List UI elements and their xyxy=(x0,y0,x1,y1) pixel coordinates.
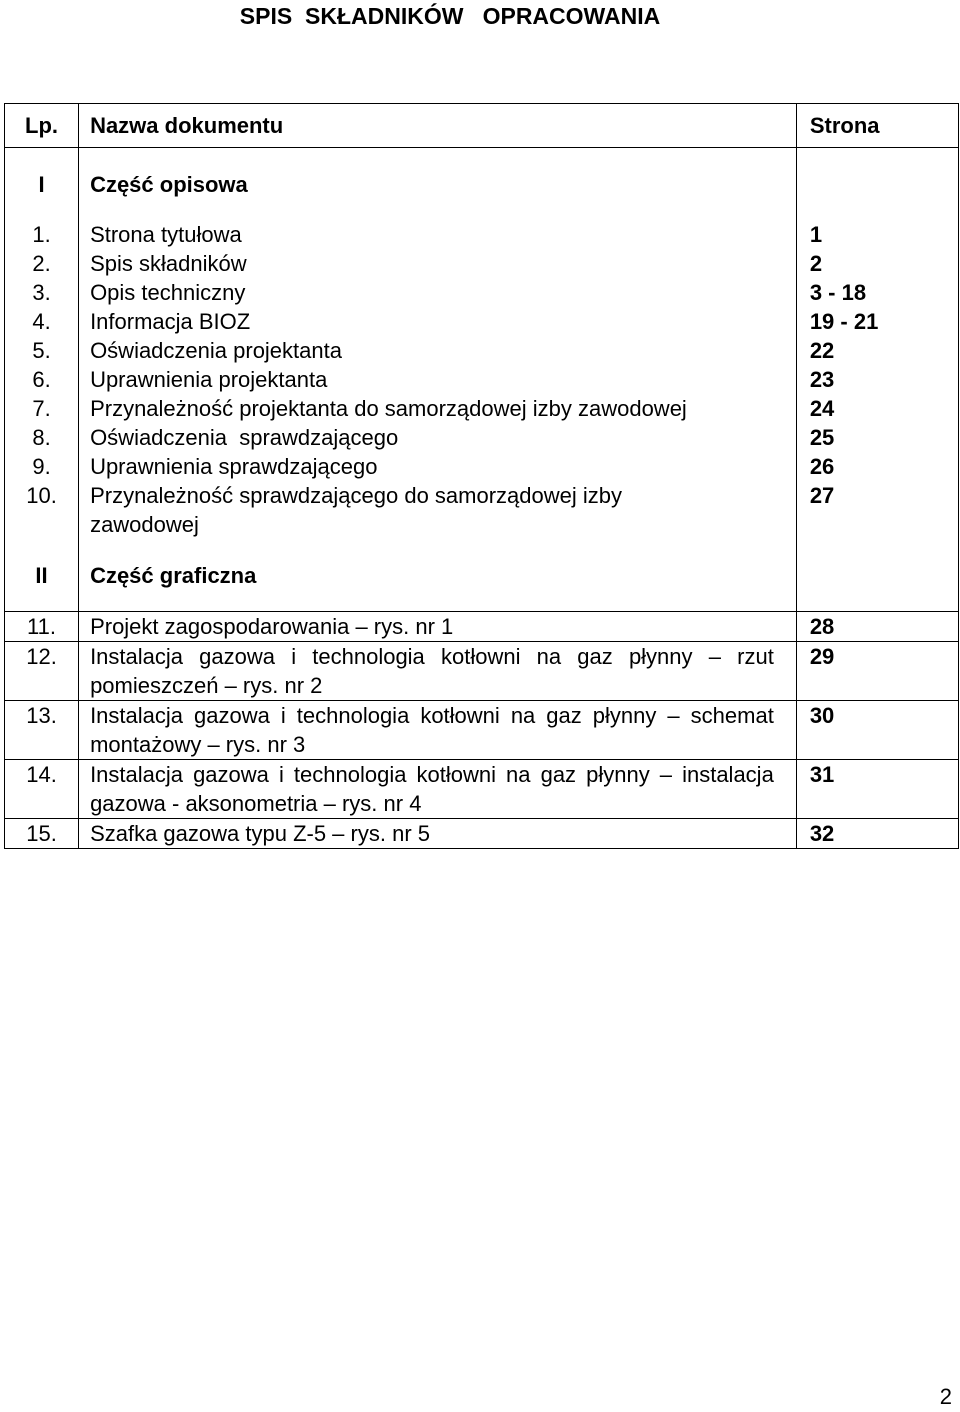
row-lp: 10. xyxy=(5,481,79,539)
header-name: Nazwa dokumentu xyxy=(79,104,797,148)
contents-table xyxy=(4,103,959,849)
row-page: 32 xyxy=(796,819,958,849)
row-page: 27 xyxy=(796,481,958,539)
row-lp: 13. xyxy=(5,701,79,760)
row-page: 31 xyxy=(796,760,958,819)
row-name: Spis składników xyxy=(79,249,797,278)
row-name: Oświadczenia sprawdzającego xyxy=(79,423,797,452)
section-page xyxy=(796,148,958,221)
row-page: 26 xyxy=(796,452,958,481)
document-title: SPIS SKŁADNIKÓW OPRACOWANIA xyxy=(239,3,661,29)
table-row xyxy=(5,760,959,819)
row-name: Instalacja gazowa i technologia kotłowni na gaz płynny – schemat montażowy – rys. nr 3 xyxy=(79,701,797,760)
row-page: 28 xyxy=(796,612,958,642)
row-page: 1 xyxy=(796,220,958,249)
row-page: 3 - 18 xyxy=(796,278,958,307)
row-name: Projekt zagospodarowania – rys. nr 1 xyxy=(79,612,797,642)
page-number: 2 xyxy=(939,1384,952,1409)
row-lp: 7. xyxy=(5,394,79,423)
table-row xyxy=(5,278,959,307)
row-lp: 8. xyxy=(5,423,79,452)
table-row xyxy=(5,394,959,423)
row-name: Szafka gazowa typu Z-5 – rys. nr 5 xyxy=(79,819,797,849)
table-row xyxy=(5,220,959,249)
table-header-row xyxy=(5,104,959,148)
row-name: Przynależność sprawdzającego do samorządowej izby zawodowej xyxy=(79,481,797,539)
row-lp: 5. xyxy=(5,336,79,365)
table-row xyxy=(5,249,959,278)
row-name: Opis techniczny xyxy=(79,278,797,307)
row-name: Instalacja gazowa i technologia kotłowni na gaz płynny – instalacja gazowa - aksonometria – rys. nr 4 xyxy=(79,760,797,819)
row-lp: 14. xyxy=(5,760,79,819)
section-lp: II xyxy=(5,539,79,612)
table-row xyxy=(5,481,959,539)
row-name: Przynależność projektanta do samorządowej izby zawodowej xyxy=(79,394,797,423)
row-lp: 11. xyxy=(5,612,79,642)
row-page: 19 - 21 xyxy=(796,307,958,336)
row-lp: 3. xyxy=(5,278,79,307)
row-lp: 12. xyxy=(5,642,79,701)
row-lp: 9. xyxy=(5,452,79,481)
table-row xyxy=(5,452,959,481)
row-page: 24 xyxy=(796,394,958,423)
table-row xyxy=(5,336,959,365)
table-row xyxy=(5,307,959,336)
header-lp: Lp. xyxy=(5,104,79,148)
table-row xyxy=(5,423,959,452)
section-lp: I xyxy=(5,148,79,221)
row-name: Strona tytułowa xyxy=(79,220,797,249)
row-page: 29 xyxy=(796,642,958,701)
row-page: 23 xyxy=(796,365,958,394)
table-row xyxy=(5,819,959,849)
row-lp: 6. xyxy=(5,365,79,394)
row-name: Oświadczenia projektanta xyxy=(79,336,797,365)
row-page: 30 xyxy=(796,701,958,760)
row-lp: 1. xyxy=(5,220,79,249)
section-name: Część opisowa xyxy=(79,148,797,221)
row-page: 2 xyxy=(796,249,958,278)
row-page: 22 xyxy=(796,336,958,365)
row-name: Uprawnienia projektanta xyxy=(79,365,797,394)
row-lp: 4. xyxy=(5,307,79,336)
section-name: Część graficzna xyxy=(79,539,797,612)
row-name: Informacja BIOZ xyxy=(79,307,797,336)
table-row xyxy=(5,612,959,642)
table-row xyxy=(5,365,959,394)
section-row-graficzna xyxy=(5,539,959,612)
row-lp: 15. xyxy=(5,819,79,849)
header-page: Strona xyxy=(796,104,958,148)
row-page: 25 xyxy=(796,423,958,452)
row-lp: 2. xyxy=(5,249,79,278)
section-page xyxy=(796,539,958,612)
table-row xyxy=(5,642,959,701)
table-row xyxy=(5,701,959,760)
section-row-opisowa xyxy=(5,148,959,221)
row-name: Uprawnienia sprawdzającego xyxy=(79,452,797,481)
row-name: Instalacja gazowa i technologia kotłowni na gaz płynny – rzut pomieszczeń – rys. nr 2 xyxy=(79,642,797,701)
